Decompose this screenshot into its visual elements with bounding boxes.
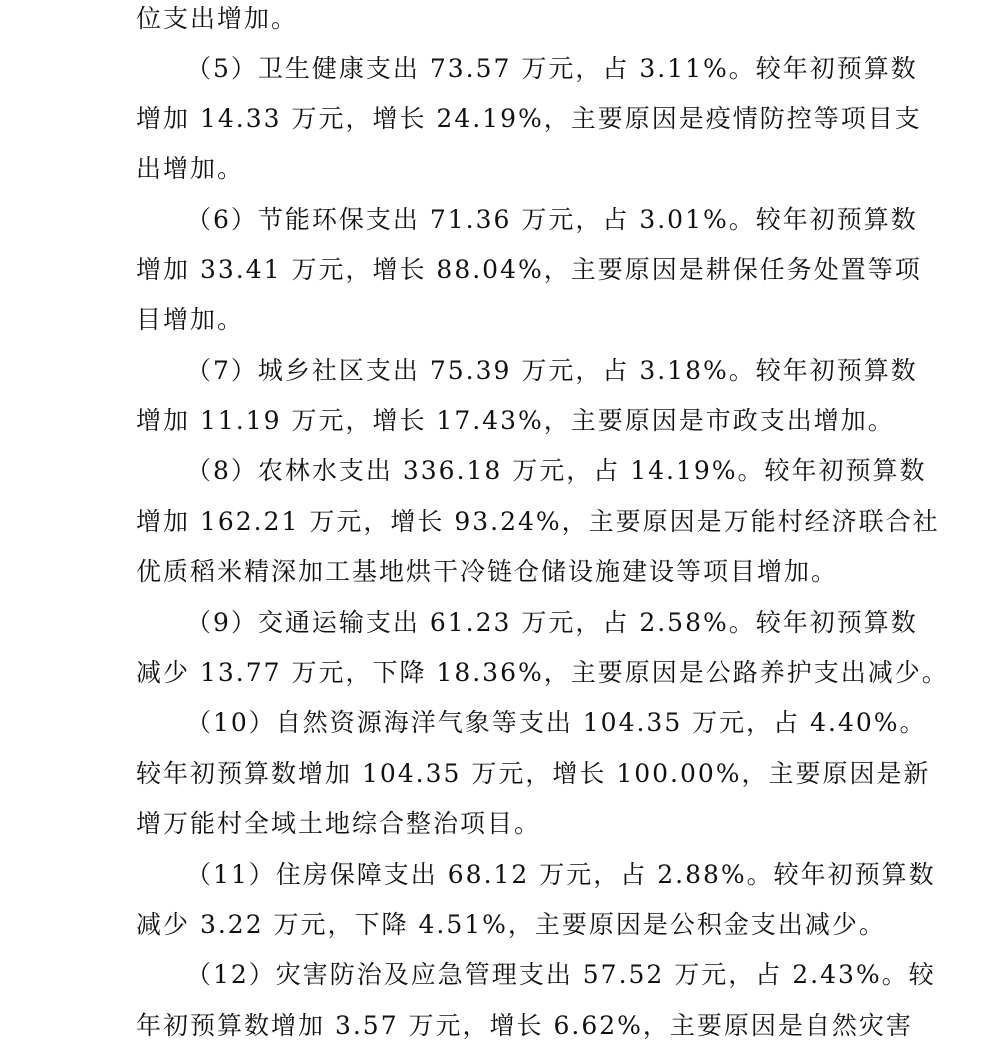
text-line: 出增加。 (136, 154, 245, 183)
text-line: 减少 3.22 万元，下降 4.51%，主要原因是公积金支出减少。 (136, 910, 886, 939)
paragraph-12-heading-line: （12）灾害防治及应急管理支出 57.52 万元，占 2.43%。较 (186, 960, 936, 989)
text-line: 年初预算数增加 3.57 万元，增长 6.62%，主要原因是自然灾害 (136, 1011, 913, 1040)
text-line: 增加 14.33 万元，增长 24.19%，主要原因是疫情防控等项目支 (136, 104, 922, 133)
paragraph-5-heading-line: （5）卫生健康支出 73.57 万元，占 3.11%。较年初预算数 (186, 54, 918, 83)
text-line: 减少 13.77 万元，下降 18.36%，主要原因是公路养护支出减少。 (136, 658, 949, 687)
paragraph-6-heading-line: （6）节能环保支出 71.36 万元，占 3.01%。较年初预算数 (186, 205, 918, 234)
text-line: 较年初预算数增加 104.35 万元，增长 100.00%，主要原因是新 (136, 759, 931, 788)
text-line: 优质稻米精深加工基地烘干冷链仓储设施建设等项目增加。 (136, 557, 839, 586)
text-line: 增加 162.21 万元，增长 93.24%，主要原因是万能村经济联合社 (136, 507, 940, 536)
paragraph-10-heading-line: （10）自然资源海洋气象等支出 104.35 万元，占 4.40%。 (186, 708, 927, 737)
paragraph-7-heading-line: （7）城乡社区支出 75.39 万元，占 3.18%。较年初预算数 (186, 356, 918, 385)
text-line: 位支出增加。 (136, 4, 299, 33)
paragraph-11-heading-line: （11）住房保障支出 68.12 万元，占 2.88%。较年初预算数 (186, 860, 936, 889)
paragraph-8-heading-line: （8）农林水支出 336.18 万元，占 14.19%。较年初预算数 (186, 456, 927, 485)
text-line: 目增加。 (136, 305, 245, 334)
text-line: 增万能村全域土地综合整治项目。 (136, 809, 542, 838)
text-line: 增加 11.19 万元，增长 17.43%，主要原因是市政支出增加。 (136, 406, 895, 435)
paragraph-9-heading-line: （9）交通运输支出 61.23 万元，占 2.58%。较年初预算数 (186, 608, 918, 637)
text-line: 增加 33.41 万元，增长 88.04%，主要原因是耕保任务处置等项 (136, 255, 922, 284)
